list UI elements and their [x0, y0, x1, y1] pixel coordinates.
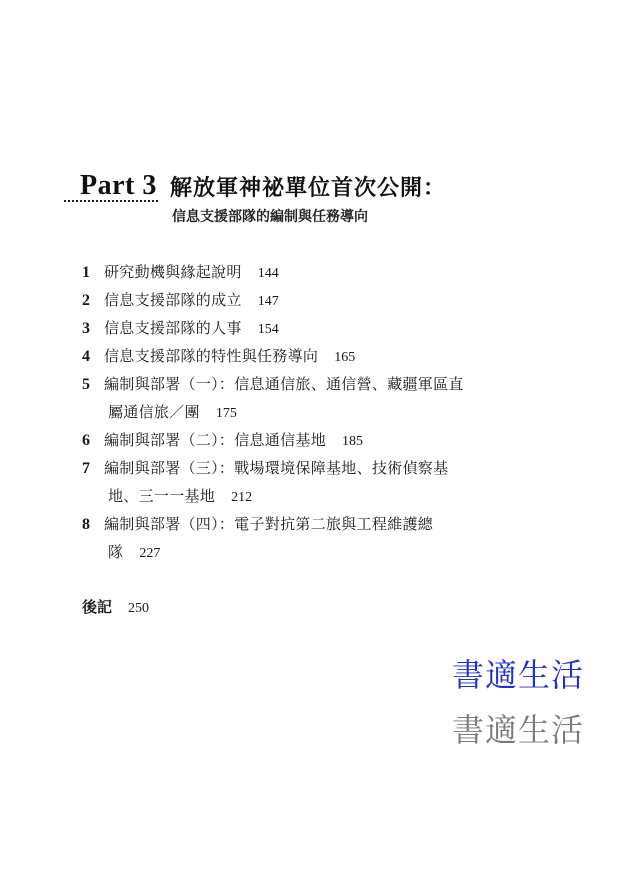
- toc-text: 屬通信旅／團: [108, 403, 200, 421]
- toc-entry-5[interactable]: [82, 374, 464, 395]
- toc-entry-7-continued[interactable]: [108, 486, 252, 508]
- toc-page: 147: [257, 294, 279, 309]
- toc-number: 7: [82, 460, 90, 477]
- toc-text: 編制與部署（二）：信息通信基地: [104, 431, 327, 449]
- toc-entry-1[interactable]: [82, 262, 279, 284]
- toc-entry-6[interactable]: [82, 430, 363, 452]
- part-label-dotted-underline: [64, 200, 158, 202]
- toc-text: 研究動機與緣起說明: [104, 263, 242, 281]
- toc-number: 3: [82, 320, 90, 337]
- toc-number: 1: [82, 264, 90, 281]
- toc-entry-8[interactable]: [82, 514, 433, 535]
- toc-text: 信息支援部隊的人事: [104, 319, 242, 337]
- toc-page: 154: [257, 322, 279, 337]
- toc-text: 地、三一一基地: [108, 487, 216, 505]
- toc-entry-4[interactable]: [82, 346, 355, 368]
- toc-number: 5: [82, 376, 90, 393]
- toc-page: 175: [215, 406, 237, 421]
- toc-entry-8-continued[interactable]: [108, 542, 160, 564]
- toc-page: 185: [342, 434, 364, 449]
- toc-number: 4: [82, 348, 90, 365]
- toc-text: 編制與部署（四）：電子對抗第二旅與工程維護總: [104, 515, 434, 533]
- afterword-page: 250: [128, 601, 150, 616]
- afterword-label: 後記: [82, 598, 113, 616]
- toc-text: 編制與部署（一）：信息通信旅、通信營、藏疆軍區直: [104, 375, 464, 393]
- toc-entry-5-continued[interactable]: [108, 402, 237, 424]
- toc-number: 6: [82, 432, 90, 449]
- toc-entry-3[interactable]: [82, 318, 279, 340]
- toc-page: 165: [334, 350, 356, 365]
- part-subtitle: 信息支援部隊的編制與任務導向: [172, 209, 368, 225]
- part-title: 解放軍神祕單位首次公開：: [170, 175, 447, 201]
- watermark-blue: 書適生活: [452, 656, 585, 694]
- toc-text: 信息支援部隊的成立: [104, 291, 242, 309]
- toc-text: 信息支援部隊的特性與任務導向: [104, 347, 319, 365]
- toc-page: 227: [139, 546, 161, 561]
- toc-number: 8: [82, 516, 90, 533]
- toc-page: 144: [257, 266, 279, 281]
- part-label: Part 3: [80, 170, 157, 201]
- toc-text: 隊: [108, 543, 124, 561]
- watermark-gray: 書適生活: [452, 711, 585, 749]
- toc-text: 編制與部署（三）：戰場環境保障基地、技術偵察基: [104, 459, 449, 477]
- toc-entry-2[interactable]: [82, 290, 279, 312]
- toc-afterword[interactable]: [82, 597, 149, 619]
- toc-page: 212: [231, 490, 253, 505]
- toc-number: 2: [82, 292, 90, 309]
- toc-entry-7[interactable]: [82, 458, 448, 479]
